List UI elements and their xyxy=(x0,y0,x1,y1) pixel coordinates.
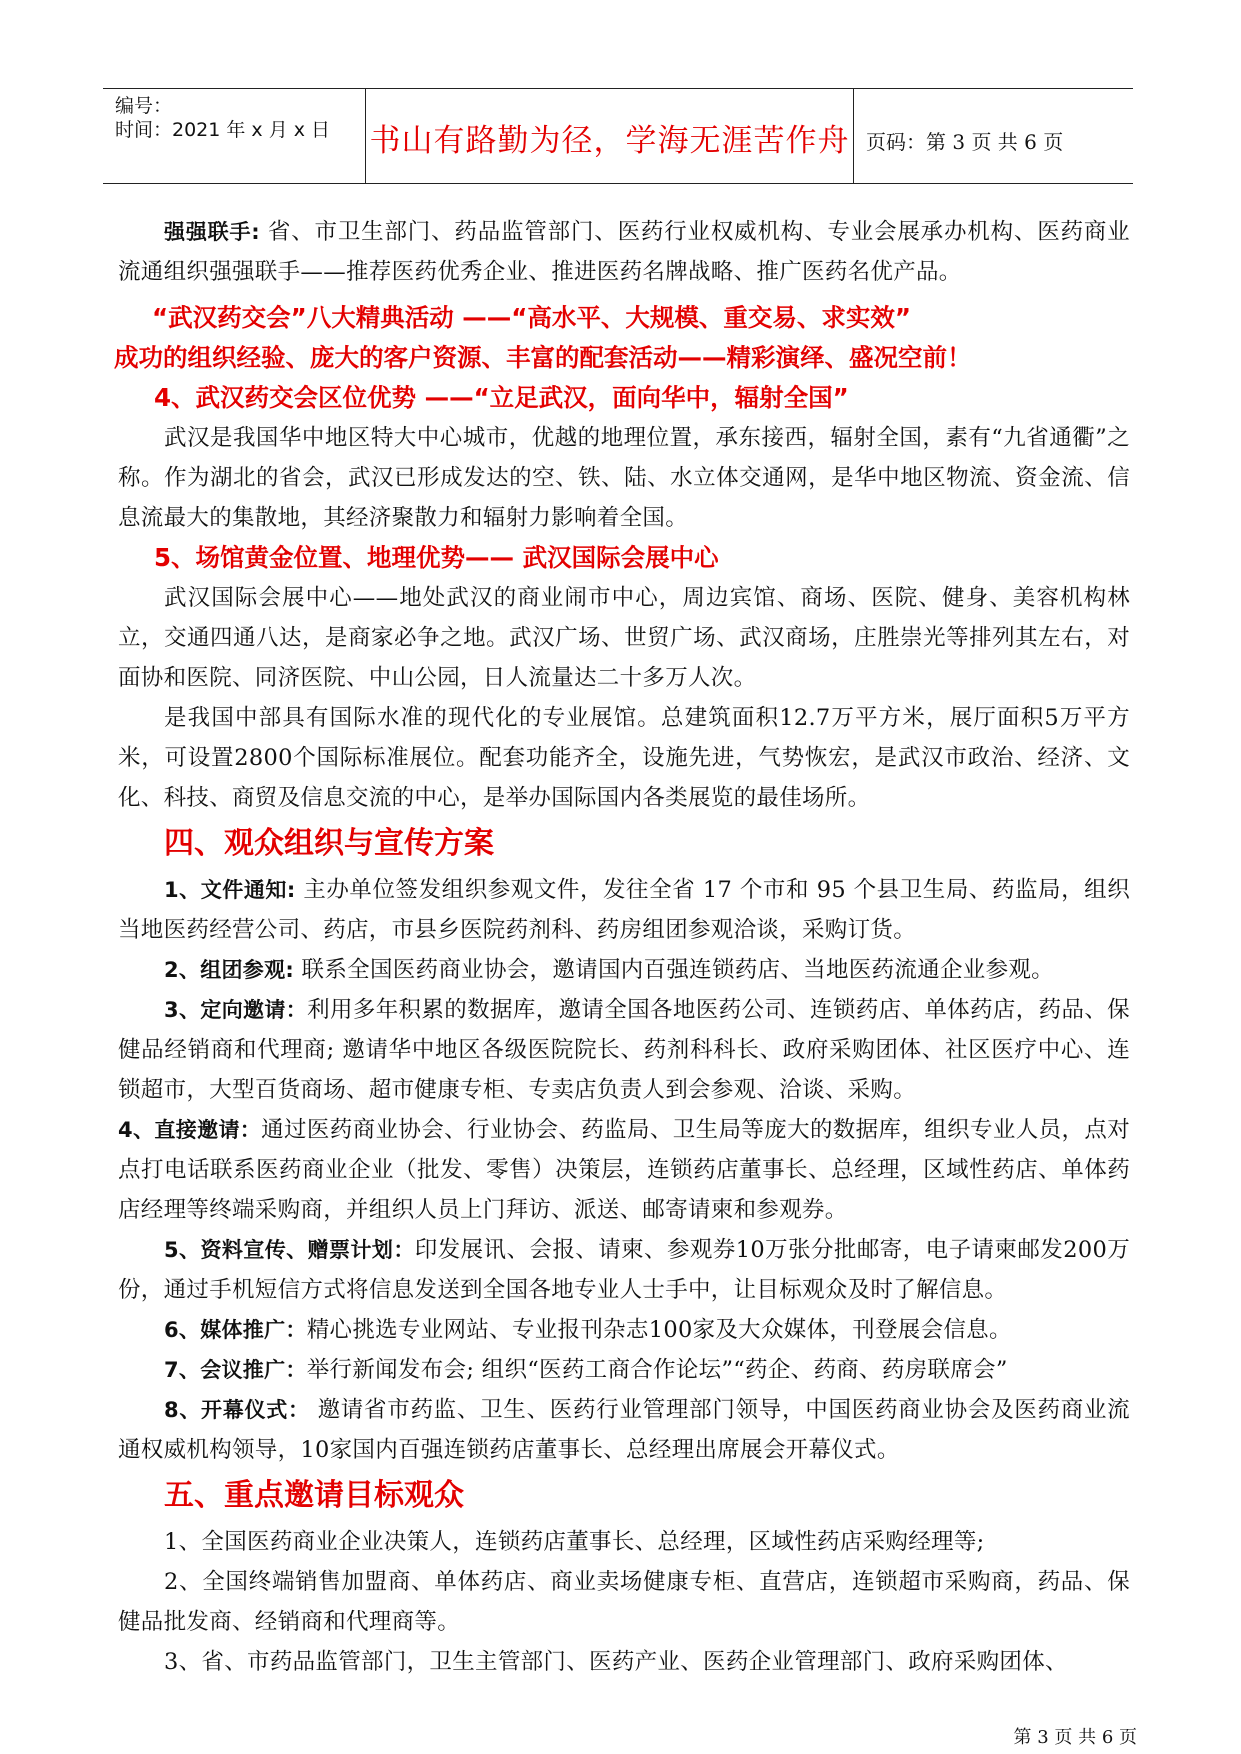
header-page-cell xyxy=(854,89,1133,183)
paragraph-partnership xyxy=(118,212,1130,292)
text-notice: 主办单位签发组织参观文件，发往全省 17 个市和 95 个县卫生局、药监局，组织当地医药经营公司、药店，市县乡医院药剂科、药房组团参观洽谈，采购订货。 xyxy=(118,877,1131,943)
red-heading-venue: 5、场馆黄金位置、地理优势—— 武汉国际会展中心 xyxy=(154,543,719,572)
target-item-3: 3、省、市药品监管部门，卫生主管部门、医药产业、医药企业管理部门、政府采购团体、 xyxy=(164,1649,1068,1675)
time-label: 时间：2021 年 x 月 x 日 xyxy=(115,119,331,141)
text-media: 精心挑选专业网站、专业报刊杂志100家及大众媒体，刊登展会信息。 xyxy=(306,1317,1012,1343)
lead-targeted-invite: 3、定向邀请： xyxy=(164,998,308,1022)
motto: 书山有路勤为径，学海无涯苦作舟 xyxy=(369,123,850,159)
section-heading-audience: 四、观众组织与宣传方案 xyxy=(164,826,494,861)
item-direct-invite xyxy=(118,1110,1130,1230)
lead-media: 6、媒体推广： xyxy=(164,1318,307,1342)
text-targeted-invite: 利用多年积累的数据库，邀请全国各地医药公司、连锁药店、单体药店，药品、保健品经销商和代理商; 邀请华中地区各级医院院长、药剂科科长、政府采购团体、社区医疗中心、连锁超市，大型百货商场、超市健康专柜、专卖店负责人到会参观、洽谈、采购。 xyxy=(118,997,1130,1103)
lead-notice: 1、文件通知: xyxy=(164,878,296,902)
red-heading-location: 4、武汉药交会区位优势 ——“立足武汉，面向华中，辐射全国” xyxy=(154,383,849,412)
number-label: 编号： xyxy=(115,95,173,117)
item-media xyxy=(118,1310,1130,1350)
lead-meetings: 7、会议推广： xyxy=(164,1358,307,1382)
text-opening: 邀请省市药监、卫生、医药行业管理部门领导，中国医药商业协会及医药商业流通权威机构领导，10家国内百强连锁药店董事长、总经理出席展会开幕仪式。 xyxy=(118,1397,1130,1463)
item-opening xyxy=(118,1390,1130,1470)
red-heading-experience: 成功的组织经验、庞大的客户资源、丰富的配套活动——精彩演绎、盛况空前！ xyxy=(114,343,972,372)
paragraph-venue: 武汉国际会展中心——地处武汉的商业闹市中心，周边宾馆、商场、医院、健身、美容机构林立，交通四通八达，是商家必争之地。武汉广场、世贸广场、武汉商场，庄胜崇光等排列其左右，对面协和医院、同济医院、中山公园，日人流量达二十多万人次。 xyxy=(118,585,1130,691)
paragraph-wuhan: 武汉是我国华中地区特大中心城市，优越的地理位置，承东接西，辐射全国，素有“九省通衢”之称。作为湖北的省会，武汉已形成发达的空、铁、陆、水立体交通网，是华中地区物流、资金流、信息流最大的集散地，其经济聚散力和辐射力影响着全国。 xyxy=(118,425,1130,531)
item-targeted-invite xyxy=(118,990,1130,1110)
item-group-visit xyxy=(118,950,1130,990)
red-heading-activities: “武汉药交会”八大精典活动 ——“高水平、大规模、重交易、求实效” xyxy=(152,303,911,332)
paragraph-hall: 是我国中部具有国际水准的现代化的专业展馆。总建筑面积12.7万平方米，展厅面积5万平方米，可设置2800个国际标准展位。配套功能齐全，设施先进，气势恢宏，是武汉市政治、经济、文化、科技、商贸及信息交流的中心，是举办国际国内各类展览的最佳场所。 xyxy=(118,705,1130,811)
lead-opening: 8、开幕仪式： xyxy=(164,1398,310,1422)
header-motto-cell xyxy=(365,89,854,183)
text-direct-invite: 通过医药商业协会、行业协会、药监局、卫生局等庞大的数据库，组织专业人员，点对点打电话联系医药商业企业（批发、零售）决策层，连锁药店董事长、总经理，区域性药店、单体药店经理等终端采购商，并组织人员上门拜访、派送、邮寄请柬和参观券。 xyxy=(118,1117,1130,1223)
lead-partnership: 强强联手: xyxy=(164,220,260,244)
section-heading-targets: 五、重点邀请目标观众 xyxy=(164,1478,464,1513)
text-materials: 印发展讯、会报、请柬、参观券10万张分批邮寄，电子请柬邮发200万份，通过手机短信方式将信息发送到全国各地专业人士手中，让目标观众及时了解信息。 xyxy=(118,1237,1130,1303)
item-meetings xyxy=(118,1350,1130,1390)
text-partnership: 省、市卫生部门、药品监管部门、医药行业权威机构、专业会展承办机构、医药商业流通组织强强联手——推荐医药优秀企业、推进医药名牌战略、推广医药名优产品。 xyxy=(118,219,1130,285)
text-meetings: 举行新闻发布会; 组织“医药工商合作论坛”“药企、药商、药房联席会” xyxy=(306,1357,1008,1383)
page-footer: 第 3 页 共 6 页 xyxy=(1013,1727,1137,1748)
lead-direct-invite: 4、直接邀请： xyxy=(118,1118,262,1142)
target-item-1: 1、全国医药商业企业决策人，连锁药店董事长、总经理，区域性药店采购经理等; xyxy=(164,1529,985,1555)
lead-group-visit: 2、组团参观: xyxy=(164,958,295,982)
page-label: 页码：第 3 页 共 6 页 xyxy=(866,130,1064,154)
document-body xyxy=(114,212,1131,1682)
item-materials xyxy=(118,1230,1130,1310)
lead-materials: 5、资料宣传、赠票计划： xyxy=(164,1238,415,1262)
text-group-visit: 联系全国医药商业协会，邀请国内百强连锁药店、当地医药流通企业参观。 xyxy=(294,957,1054,983)
item-notice xyxy=(118,870,1130,950)
target-item-2: 2、全国终端销售加盟商、单体药店、商业卖场健康专柜、直营店，连锁超市采购商，药品、保健品批发商、经销商和代理商等。 xyxy=(118,1569,1130,1635)
header-info-cell xyxy=(103,89,365,183)
header-table xyxy=(103,88,1133,184)
